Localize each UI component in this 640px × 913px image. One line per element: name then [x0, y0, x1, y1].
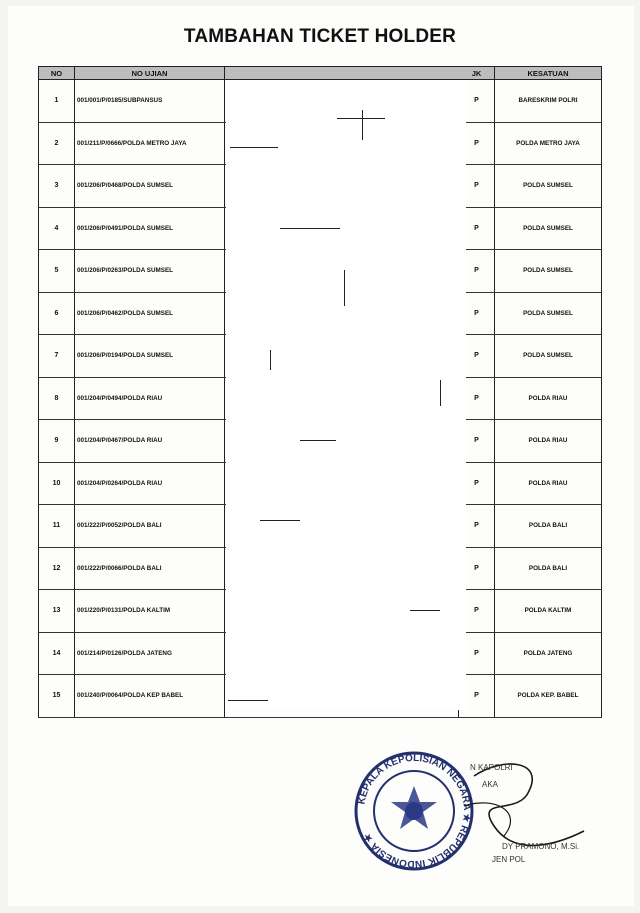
header-kesatuan: KESATUAN [495, 67, 602, 80]
row-kesatuan: POLDA RIAU [495, 462, 602, 505]
redaction-mark [228, 700, 268, 701]
row-no: 10 [39, 462, 75, 505]
redaction-mark [230, 147, 278, 148]
row-kesatuan: POLDA SUMSEL [495, 165, 602, 208]
row-jk: P [459, 675, 495, 718]
row-jk: P [459, 505, 495, 548]
row-no-ujian: 001/222/P/0052/POLDA BALI [75, 505, 225, 548]
redaction-mark [362, 110, 363, 140]
header-bar-fill [226, 66, 466, 80]
row-no-ujian: 001/222/P/0066/POLDA BALI [75, 547, 225, 590]
row-no: 13 [39, 590, 75, 633]
row-kesatuan: POLDA SUMSEL [495, 292, 602, 335]
document-title: TAMBAHAN TICKET HOLDER [183, 26, 457, 47]
row-jk: P [459, 420, 495, 463]
signature-title-line2: AKA [482, 780, 499, 789]
row-jk: P [459, 590, 495, 633]
row-no: 11 [39, 505, 75, 548]
row-no-ujian: 001/204/P/0494/POLDA RIAU [75, 377, 225, 420]
row-kesatuan: POLDA KEP. BABEL [495, 675, 602, 718]
row-no: 5 [39, 250, 75, 293]
row-jk: P [459, 377, 495, 420]
redaction-mark [410, 610, 440, 611]
redaction-mark [337, 118, 385, 119]
row-kesatuan: BARESKRIM POLRI [495, 80, 602, 123]
row-jk: P [459, 292, 495, 335]
row-no: 12 [39, 547, 75, 590]
row-jk: P [459, 250, 495, 293]
row-kesatuan: POLDA BALI [495, 505, 602, 548]
row-no: 6 [39, 292, 75, 335]
redaction-mark [280, 228, 340, 229]
row-no: 2 [39, 122, 75, 165]
row-no: 15 [39, 675, 75, 718]
row-jk: P [459, 547, 495, 590]
row-no: 14 [39, 632, 75, 675]
redaction-mark [270, 350, 271, 370]
row-no-ujian: 001/206/P/0468/POLDA SUMSEL [75, 165, 225, 208]
redaction-mark [344, 270, 345, 306]
row-kesatuan: POLDA SUMSEL [495, 207, 602, 250]
signatory-rank: JEN POL [492, 855, 526, 864]
row-jk: P [459, 207, 495, 250]
row-no-ujian: 001/204/P/0467/POLDA RIAU [75, 420, 225, 463]
redaction-mark [440, 380, 441, 406]
signatory-name: DY PRAMONO, M.Si. [502, 842, 580, 851]
row-no-ujian: 001/001/P/0185/SUBPANSUS [75, 80, 225, 123]
row-kesatuan: POLDA JATENG [495, 632, 602, 675]
row-jk: P [459, 462, 495, 505]
row-no: 3 [39, 165, 75, 208]
row-jk: P [459, 165, 495, 208]
row-jk: P [459, 632, 495, 675]
row-kesatuan: POLDA METRO JAYA [495, 122, 602, 165]
row-no: 9 [39, 420, 75, 463]
row-kesatuan: POLDA RIAU [495, 420, 602, 463]
row-no-ujian: 001/220/P/0131/POLDA KALTIM [75, 590, 225, 633]
row-jk: P [459, 335, 495, 378]
row-no-ujian: 001/240/P/0064/POLDA KEP BABEL [75, 675, 225, 718]
row-kesatuan: POLDA BALI [495, 547, 602, 590]
row-kesatuan: POLDA SUMSEL [495, 335, 602, 378]
row-no-ujian: 001/214/P/0126/POLDA JATENG [75, 632, 225, 675]
row-no: 8 [39, 377, 75, 420]
row-kesatuan: POLDA RIAU [495, 377, 602, 420]
signature-title-line1: N KAPOLRI [470, 763, 513, 772]
redaction-mark [260, 520, 300, 521]
header-no-ujian: NO UJIAN [75, 67, 225, 80]
redaction-mark [300, 440, 336, 441]
row-jk: P [459, 80, 495, 123]
header-no: NO [39, 67, 75, 80]
row-kesatuan: POLDA KALTIM [495, 590, 602, 633]
row-no: 1 [39, 80, 75, 123]
redacted-area [226, 80, 466, 710]
row-no-ujian: 001/206/P/0263/POLDA SUMSEL [75, 250, 225, 293]
svg-text:KEPALA KEPOLISIAN NEGARA ★ REP: KEPALA KEPOLISIAN NEGARA ★ REPUBLIK INDONESIA ★ [356, 752, 473, 870]
row-no-ujian: 001/206/P/0462/POLDA SUMSEL [75, 292, 225, 335]
row-no-ujian: 001/211/P/0666/POLDA METRO JAYA [75, 122, 225, 165]
official-seal-stamp [354, 736, 604, 886]
row-kesatuan: POLDA SUMSEL [495, 250, 602, 293]
header-jk: JK [459, 67, 495, 80]
row-no-ujian: 001/206/P/0491/POLDA SUMSEL [75, 207, 225, 250]
row-no: 4 [39, 207, 75, 250]
row-no: 7 [39, 335, 75, 378]
row-jk: P [459, 122, 495, 165]
row-no-ujian: 001/204/P/0264/POLDA RIAU [75, 462, 225, 505]
row-no-ujian: 001/206/P/0194/POLDA SUMSEL [75, 335, 225, 378]
